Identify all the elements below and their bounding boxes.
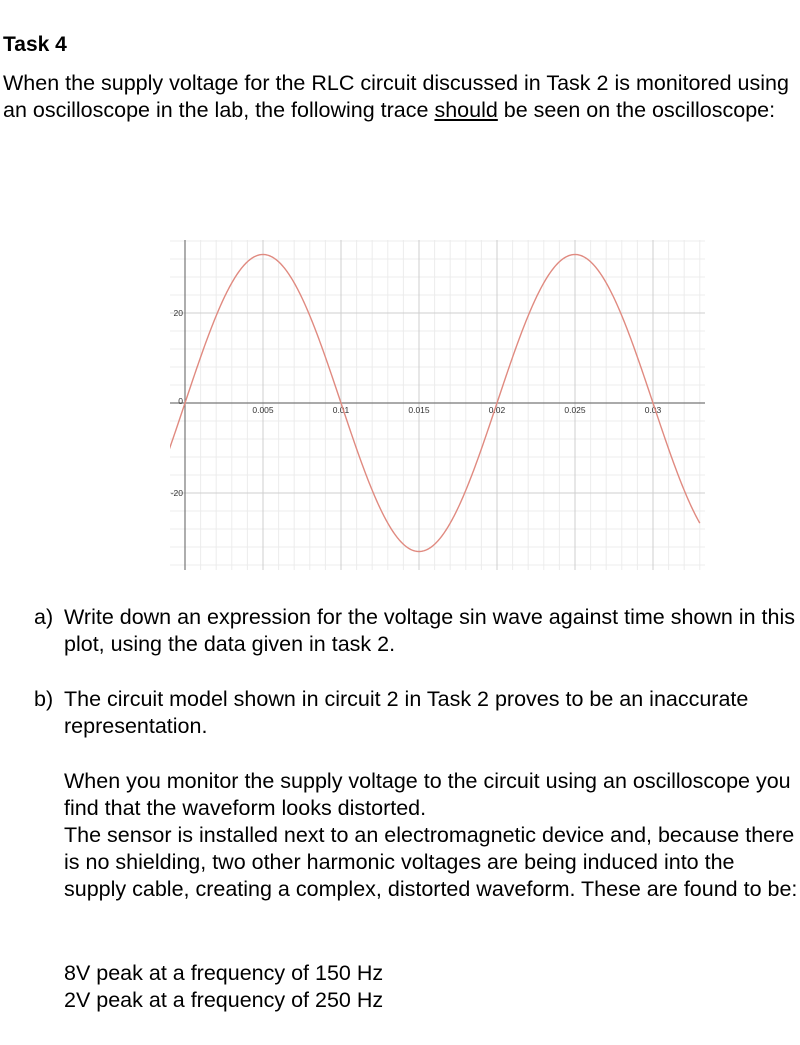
y-tick-label: -20 (170, 488, 183, 498)
question-b-label: b) (34, 687, 54, 711)
intro-text-after: be seen on the oscilloscope: (497, 98, 776, 122)
question-a-label: a) (34, 605, 54, 629)
oscilloscope-plot (170, 240, 705, 570)
task-heading: Task 4 (3, 33, 67, 56)
question-b-paragraph-2: The sensor is installed next to an electromagnetic device and, because there is no shielding, two other harmonic voltages are being induced into the supply cable, creating a complex, distorted waveform. These are found to be: (64, 823, 798, 901)
x-tick-label: 0.025 (564, 405, 586, 415)
x-tick-label: 0.01 (332, 405, 350, 415)
origin-label: 0 (178, 396, 183, 406)
question-b-text: The circuit model shown in circuit 2 in Task 2 proves to be an inaccurate representation. (64, 687, 749, 738)
harmonic-2: 2V peak at a frequency of 250 Hz (64, 988, 384, 1012)
intro-paragraph (3, 70, 793, 124)
x-tick-label: 0.015 (408, 405, 430, 415)
y-tick-label: 20 (173, 308, 183, 318)
question-b-paragraph-1: When you monitor the supply voltage to the circuit using an oscilloscope you find that the waveform looks distorted. (64, 769, 791, 820)
major-grid (170, 240, 705, 570)
x-tick-label: 0.03 (644, 405, 662, 415)
question-a-text: Write down an expression for the voltage sin wave against time shown in this plot, using the data given in task 2. (64, 605, 795, 656)
intro-underlined-word: should (434, 98, 498, 122)
harmonic-1: 8V peak at a frequency of 150 Hz (64, 961, 384, 985)
intro-text-before: When the supply voltage for the RLC circuit discussed in Task 2 is monitored using an oscilloscope in the lab, the following trace (3, 71, 789, 122)
axes (170, 240, 705, 570)
x-tick-label: 0.02 (488, 405, 506, 415)
x-tick-label: 0.005 (252, 405, 274, 415)
minor-grid (170, 240, 705, 570)
